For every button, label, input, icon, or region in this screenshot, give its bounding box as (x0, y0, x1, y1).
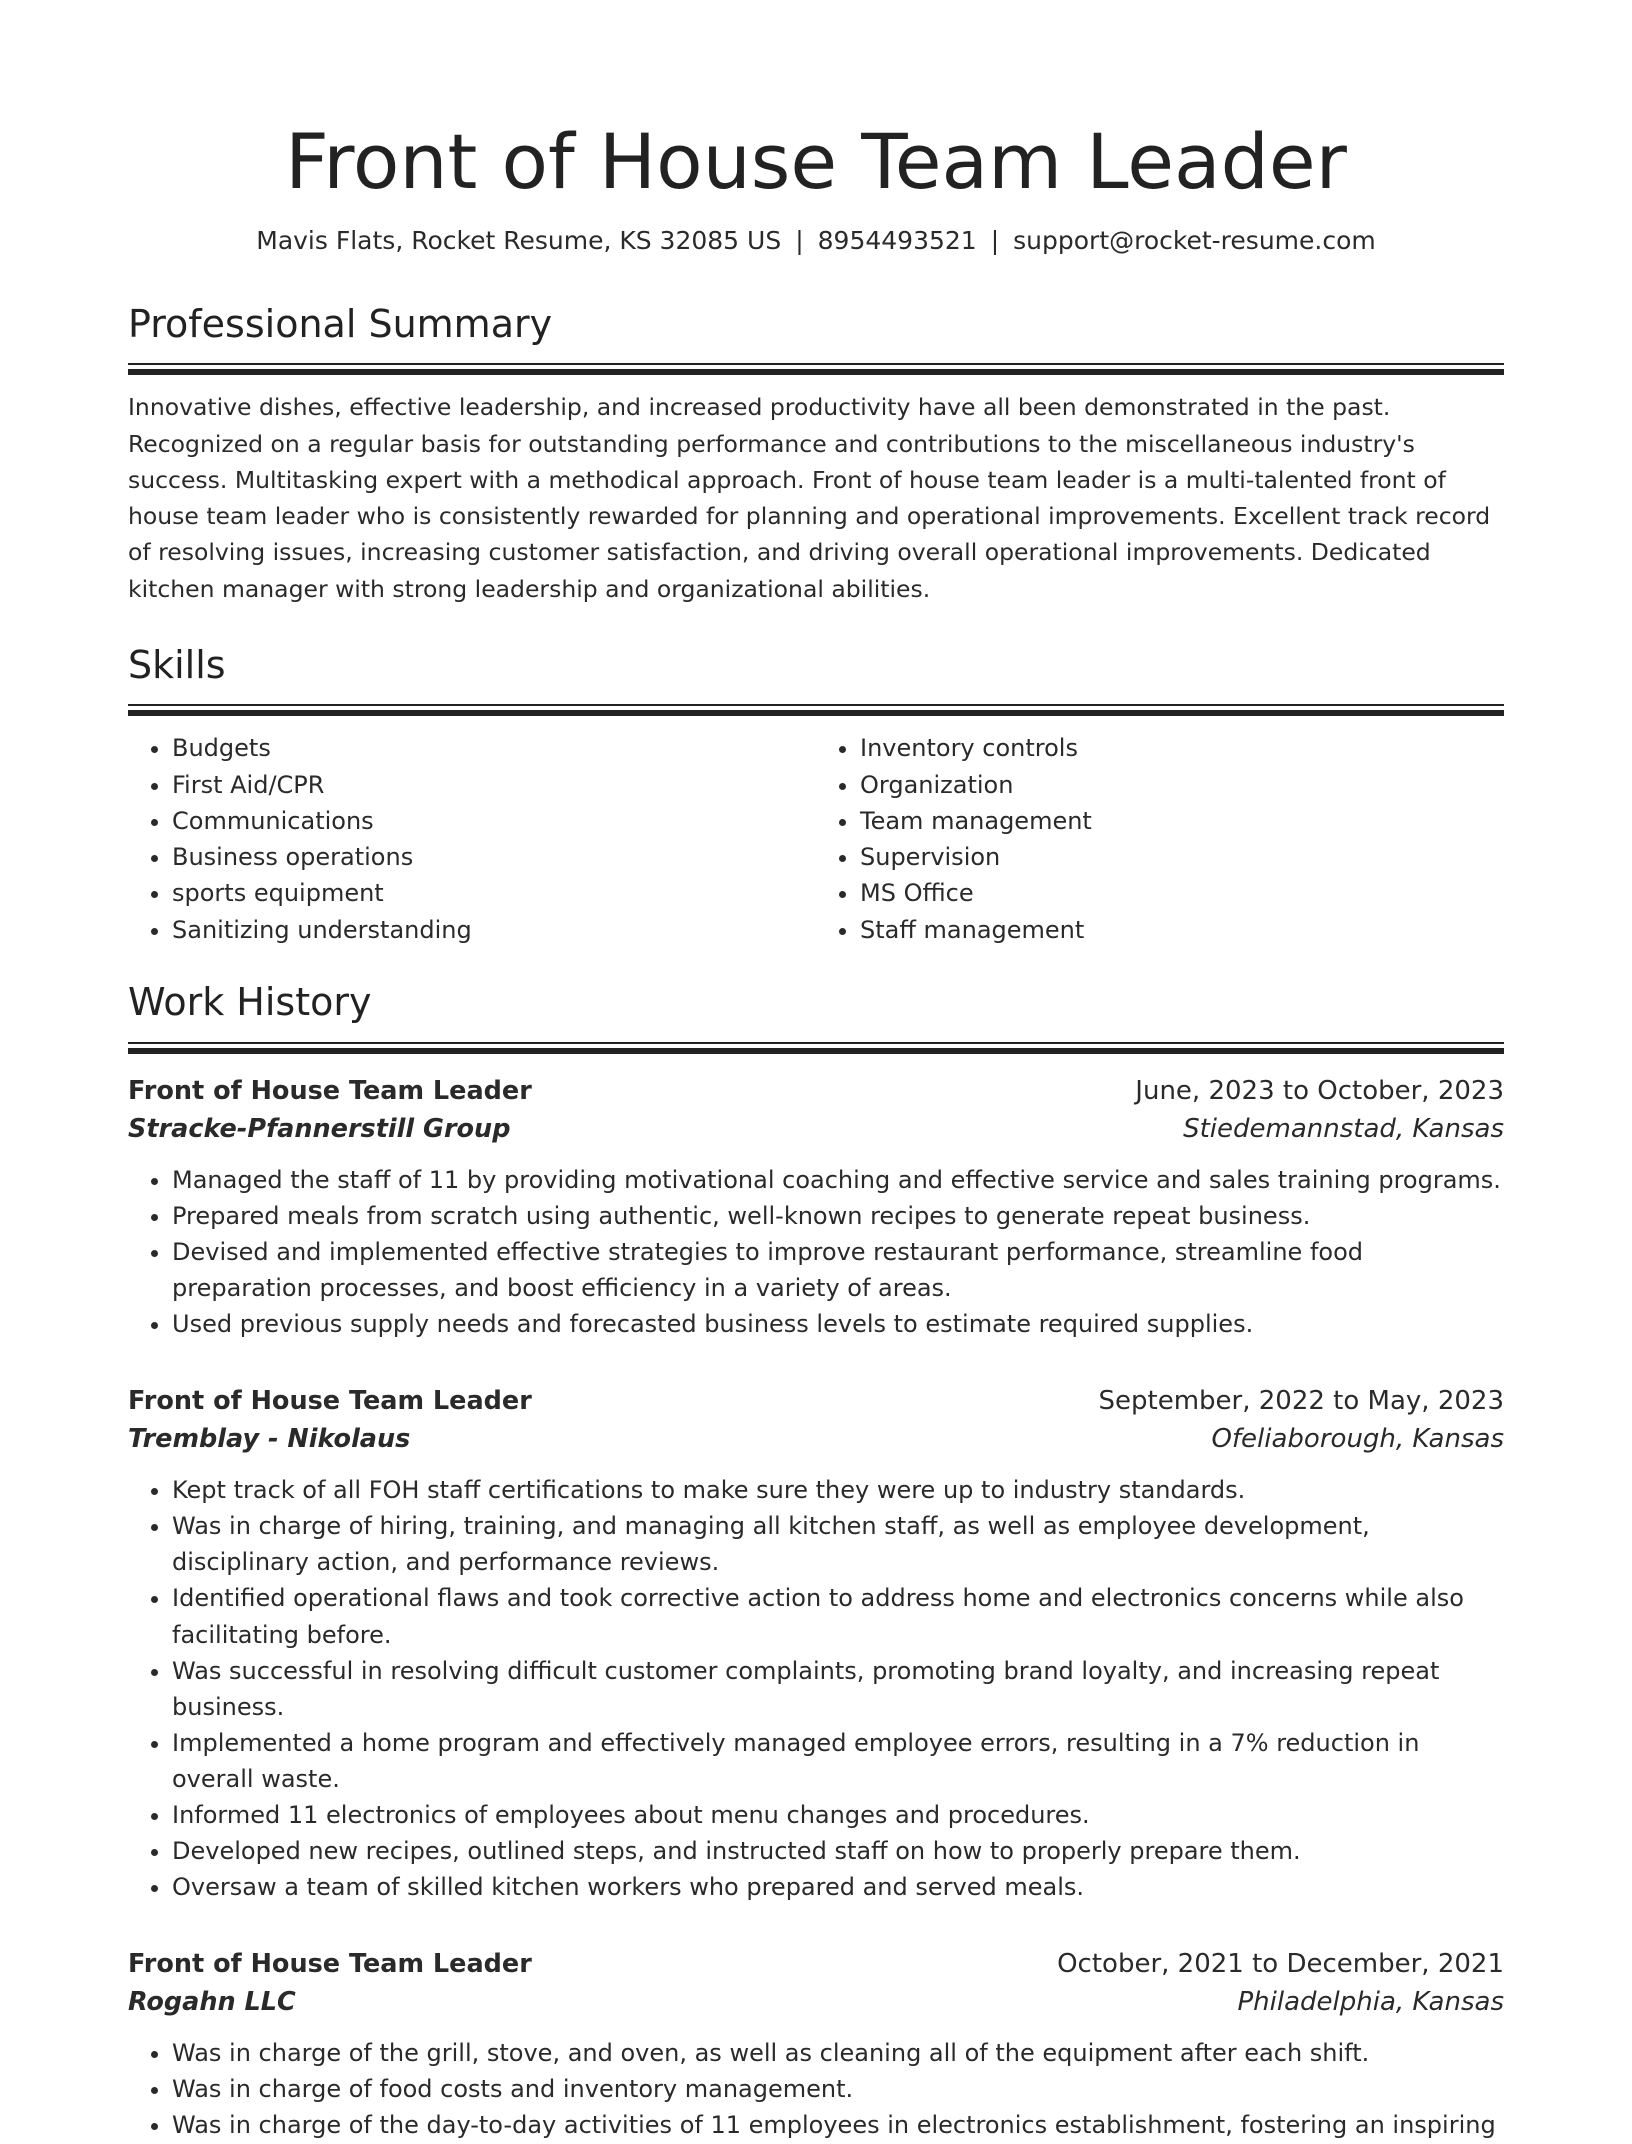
section-heading-work: Work History (128, 980, 372, 1025)
job-entry (128, 1072, 1504, 1342)
skill-item: • Budgets (172, 730, 816, 766)
skills-section (128, 643, 1504, 948)
contact-phone: 8954493521 (817, 226, 977, 256)
summary-text: Innovative dishes, effective leadership, and increased productivity have all been demonstrated in the past. Recognized on a regular basis for outstanding performance and contributions to the miscellaneous industry's success. Multitasking expert with a methodical approach. Front of house team leader is a multi-talented front of house team leader who is consistently rewarded for planning and operational improvements. Excellent track record of resolving issues, increasing customer satisfaction, and driving overall operational improvements. Dedicated kitchen manager with strong leadership and organizational abilities. (128, 393, 1491, 603)
contact-email: support@rocket-resume.com (1013, 226, 1376, 256)
job-title: Front of House Team Leader (128, 1949, 532, 1980)
job-dates: October, 2021 to December, 2021 (1057, 1949, 1504, 1980)
job-header-row (128, 1382, 1504, 1420)
skill-item: • First Aid/CPR (172, 767, 816, 803)
contact-separator: | (795, 226, 804, 256)
job-location: Ofeliaborough, Kansas (1211, 1424, 1504, 1455)
skill-item: • Organization (860, 767, 1504, 803)
job-location: Stiedemannstad, Kansas (1183, 1113, 1504, 1144)
skill-item: • Business operations (172, 839, 816, 875)
section-heading-summary: Professional Summary (128, 301, 553, 346)
job-company: Tremblay - Nikolaus (128, 1424, 411, 1455)
duty-item: • Was in charge of the grill, stove, and oven, as well as cleaning all of the equipment after each shift. (172, 2035, 1504, 2071)
professional-summary-section (128, 302, 1504, 607)
job-duties-list (128, 1472, 1504, 1905)
skills-list-right (816, 730, 1504, 948)
job-company: Rogahn LLC (128, 1987, 296, 2018)
work-history-section (128, 980, 1504, 2143)
duty-item: • Developed new recipes, outlined steps, and instructed staff on how to properly prepare them. (172, 1833, 1504, 1869)
job-dates: September, 2022 to May, 2023 (1098, 1386, 1504, 1417)
job-dates: June, 2023 to October, 2023 (1135, 1075, 1504, 1106)
section-heading-skills: Skills (128, 642, 226, 687)
duty-item: • Was in charge of food costs and inventory management. (172, 2071, 1504, 2107)
skill-item: • Supervision (860, 839, 1504, 875)
duty-item: • Identified operational flaws and took corrective action to address home and electronics concerns while also facilitating before. (172, 1580, 1504, 1652)
skill-item: • Inventory controls (860, 730, 1504, 766)
job-duties-list (128, 1162, 1504, 1342)
duty-item: • Informed 11 electronics of employees about menu changes and procedures. (172, 1797, 1504, 1833)
skill-item: • MS Office (860, 875, 1504, 911)
duty-item: • Used previous supply needs and forecasted business levels to estimate required supplies. (172, 1306, 1504, 1342)
duty-item: • Implemented a home program and effectively managed employee errors, resulting in a 7% reduction in overall waste. (172, 1725, 1504, 1797)
job-entry (128, 1945, 1504, 2143)
job-subheader-row (128, 1983, 1504, 2021)
duty-item: • Was in charge of the day-to-day activities of 11 employees in electronics establishment, fostering an inspiring (172, 2107, 1504, 2143)
skill-item: • sports equipment (172, 875, 816, 911)
duty-item: • Was in charge of hiring, training, and managing all kitchen staff, as well as employee development, disciplinary action, and performance reviews. (172, 1508, 1504, 1580)
duty-item: • Devised and implemented effective strategies to improve restaurant performance, streamline food preparation processes, and boost efficiency in a variety of areas. (172, 1234, 1504, 1306)
job-location: Philadelphia, Kansas (1237, 1987, 1504, 2018)
contact-separator: | (990, 226, 1000, 256)
job-header-row (128, 1945, 1504, 1983)
job-company: Stracke-Pfannerstill Group (128, 1113, 511, 1144)
contact-address: Mavis Flats, Rocket Resume, KS 32085 US (256, 226, 782, 256)
job-title: Front of House Team Leader (128, 1075, 532, 1106)
skills-list-left (128, 730, 816, 948)
skill-item: • Sanitizing understanding (172, 912, 816, 948)
duty-item: • Was successful in resolving difficult customer complaints, promoting brand loyalty, and increasing repeat business. (172, 1653, 1504, 1725)
job-title: Front of House Team Leader (128, 1386, 532, 1417)
skill-item: • Staff management (860, 912, 1504, 948)
section-divider (128, 1042, 1504, 1054)
skill-item: • Communications (172, 803, 816, 839)
job-subheader-row (128, 1110, 1504, 1148)
resume-title: Front of House Team Leader (285, 117, 1347, 206)
contact-line (128, 225, 1504, 258)
job-duties-list (128, 2035, 1504, 2143)
duty-item: • Managed the staff of 11 by providing motivational coaching and effective service and sales training programs. (172, 1162, 1504, 1198)
duty-item: • Oversaw a team of skilled kitchen workers who prepared and served meals. (172, 1869, 1504, 1905)
section-divider (128, 704, 1504, 716)
job-subheader-row (128, 1420, 1504, 1458)
duty-item: • Kept track of all FOH staff certifications to make sure they were up to industry standards. (172, 1472, 1504, 1508)
skills-columns (128, 730, 1504, 948)
skill-item: • Team management (860, 803, 1504, 839)
job-header-row (128, 1072, 1504, 1110)
section-divider (128, 363, 1504, 375)
duty-item: • Prepared meals from scratch using authentic, well-known recipes to generate repeat business. (172, 1198, 1504, 1234)
job-entry (128, 1382, 1504, 1905)
